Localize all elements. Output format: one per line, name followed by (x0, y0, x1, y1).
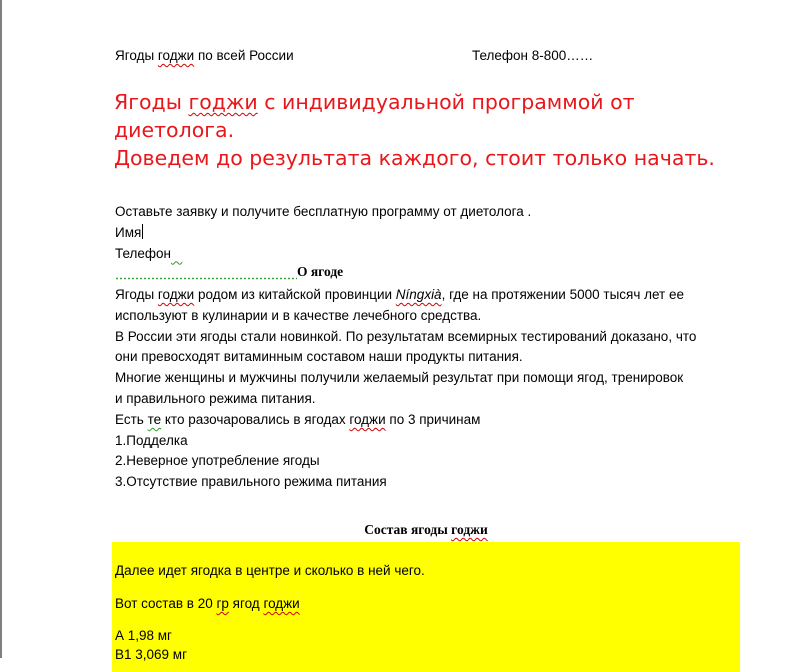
misspelled-word: годжи (188, 90, 258, 114)
list-item: 2.Неверное употребление ягоды (115, 453, 320, 469)
misspelled-word: годжи (451, 522, 488, 537)
headline (114, 88, 754, 172)
list-item: 3.Отсутствие правильного режима питания (115, 474, 387, 490)
name-field[interactable]: Имя (115, 224, 142, 240)
headline-line-1: Ягоды годжи с индивидуальной программой от (114, 90, 635, 114)
headline-line-2: диетолога. (114, 118, 235, 142)
about-paragraph (115, 285, 755, 493)
text-line: и правильного режима питания. (115, 390, 316, 406)
grammar-mark: те (147, 411, 162, 427)
misspelled-word: годжи (263, 596, 300, 611)
text-line: Многие женщины и мужчины получили желаемый результат при помощи ягод, тренировок (115, 370, 684, 386)
text-line: используют в кулинарии и в качестве лечебного средства. (115, 307, 482, 323)
composition-item: В1 3,069 мг (115, 647, 188, 662)
phone-field[interactable]: Телефон (115, 244, 755, 265)
grammar-mark (171, 246, 182, 261)
text-line: Есть те кто разочаровались в ягодах годжи по 3 причинам (115, 411, 481, 427)
composition-intro: Далее идет ягодка в центре и сколько в ней чего. (115, 563, 425, 578)
text-line: они превосходят витаминным составом наши продукты питания. (115, 349, 523, 365)
text-cursor (142, 224, 143, 239)
misspelled-word: Níngxià (395, 287, 442, 302)
header-tagline: Ягоды годжи по всей России (115, 48, 294, 63)
header-line (115, 48, 715, 66)
composition-content: Вот состав в 20 гр ягод годжи (115, 596, 300, 611)
about-title: О ягоде (297, 264, 344, 279)
request-form (115, 202, 755, 264)
misspelled-word: годжи (349, 411, 386, 427)
page-left-edge (0, 0, 2, 658)
headline-line-3: Доведем до результата каждого, стоит только начать. (114, 146, 715, 170)
misspelled-word: годжи (157, 48, 195, 63)
text-line: В России эти ягоды стали новинкой. По результатам всемирных тестирований доказано, что (115, 328, 697, 344)
text-line: Ягоды годжи родом из китайской провинции Níngxià, где на протяжении 5000 тысяч лет ее (115, 287, 684, 302)
highlighted-block (112, 542, 740, 672)
misspelled-word: годжи (157, 287, 195, 302)
list-item: 1.Подделка (115, 432, 188, 448)
composition-item: А 1,98 мг (115, 628, 172, 643)
header-phone: Телефон 8-800…… (472, 48, 594, 63)
request-text: Оставьте заявку и получите бесплатную программу от диетолога . (115, 204, 532, 219)
misspelled-word: гр (216, 596, 229, 611)
composition-title: Состав ягоды годжи (364, 522, 488, 537)
grammar-underline (115, 277, 297, 280)
